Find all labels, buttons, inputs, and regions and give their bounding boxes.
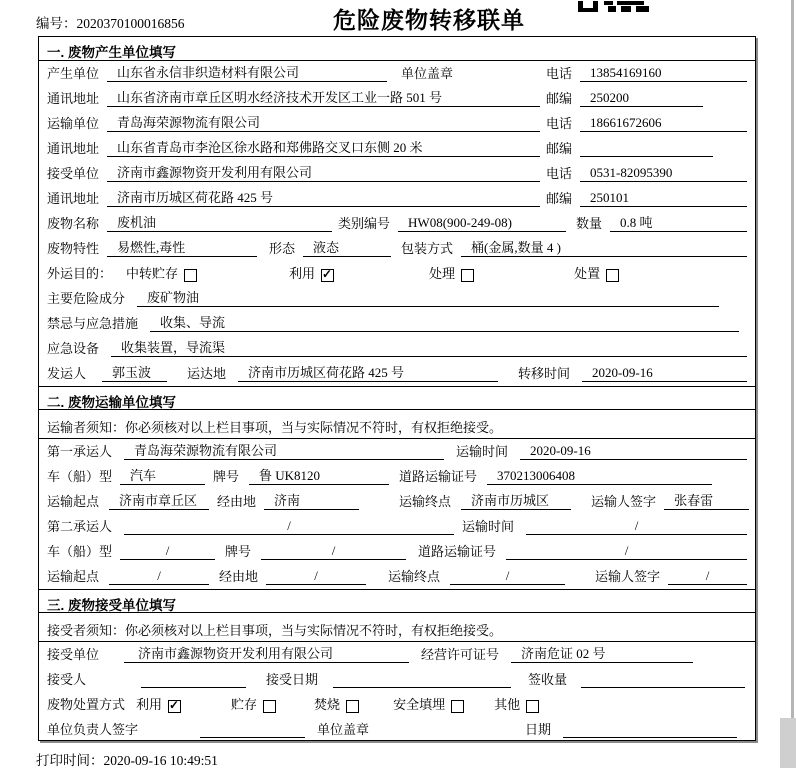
field-label: 电话 [546, 166, 573, 181]
row-receiver-address [39, 186, 755, 211]
field-value: 18661672606 [580, 115, 747, 132]
checkbox-landfill [451, 700, 464, 713]
field-value: / [261, 543, 406, 560]
field-value: 张春雷 [664, 493, 749, 510]
checkbox-incinerate [346, 700, 359, 713]
checkbox-dispose [606, 269, 619, 282]
field-label: 产生单位 [47, 66, 100, 81]
section1-header: 一. 废物产生单位填写 [39, 37, 755, 61]
field-value: 2020-09-16 [520, 443, 747, 460]
field-label: 运输终点 [399, 494, 452, 509]
field-value: 济南市章丘区 [109, 493, 209, 510]
field-label: 接受单位 [47, 166, 100, 181]
row-transport-address [39, 136, 755, 161]
field-label: 运输起点 [47, 569, 100, 584]
row-waste-name [39, 211, 755, 236]
field-label: 牌号 [213, 469, 240, 484]
window-corner-shade [780, 718, 796, 768]
field-label: 通讯地址 [47, 191, 100, 206]
field-label: 经营许可证号 [421, 647, 500, 662]
field-label: 运输时间 [462, 519, 515, 534]
field-value: 济南市鑫源物资开发利用有限公司 [107, 165, 540, 182]
row-responsible-signature [39, 717, 755, 742]
field-value: 山东省青岛市李沧区徐水路和郑佛路交叉口东侧 20 米 [107, 140, 540, 157]
field-label: 运输人签字 [591, 494, 657, 509]
field-label: 运输人签字 [595, 569, 661, 584]
field-value: 收集、导流 [150, 315, 739, 332]
field-label: 接受日期 [266, 672, 319, 687]
row-receiver-unit [39, 161, 755, 186]
field-value: 0531-82095390 [580, 165, 747, 182]
print-time-value: 2020-09-16 10:49:51 [103, 753, 218, 768]
checkbox-label: 中转贮存 [126, 266, 179, 281]
row-producer-address [39, 86, 755, 111]
field-value: 250101 [580, 190, 747, 207]
field-label: 运输时间 [456, 444, 509, 459]
section2-header: 二. 废物运输单位填写 [39, 386, 755, 410]
checkbox-label: 处置 [574, 266, 601, 281]
field-label: 车（船）型 [47, 544, 113, 559]
row-taboo-measures [39, 311, 755, 336]
checkbox-storage [263, 700, 276, 713]
field-label: 外运目的： [47, 266, 113, 281]
field-label: 单位负责人签字 [47, 722, 139, 737]
checkbox-transfer-storage [184, 269, 197, 282]
field-label: 运达地 [187, 366, 227, 381]
section3-header: 三. 废物接受单位填写 [39, 589, 755, 613]
field-value [581, 672, 745, 688]
field-value: 济南市历城区荷花路 425 号 [238, 365, 498, 382]
row-emergency-equipment [39, 336, 755, 361]
field-value: / [109, 568, 209, 585]
field-label: 签收量 [528, 672, 568, 687]
field-value: 易燃性,毒性 [107, 240, 257, 257]
checkbox-label: 焚烧 [314, 697, 341, 712]
row-accept-person [39, 667, 755, 692]
field-label: 经由地 [219, 569, 259, 584]
field-label: 牌号 [225, 544, 252, 559]
qr-code-fragment-icon [578, 0, 654, 18]
field-label: 邮编 [546, 141, 573, 156]
checkbox-label: 利用 [289, 266, 316, 281]
field-label: 发运人 [47, 366, 87, 381]
row-disposal-method [39, 692, 755, 717]
row-transport-route-1 [39, 489, 755, 514]
field-value [333, 672, 511, 688]
field-label: 电话 [546, 116, 573, 131]
checkbox-utilize-checked [168, 700, 181, 713]
field-label: 经由地 [217, 494, 257, 509]
serial-value: 2020370100016856 [76, 16, 185, 31]
field-value: 250200 [580, 90, 703, 107]
field-label: 接受单位 [47, 647, 100, 662]
field-value: 13854169160 [580, 65, 747, 82]
row-first-carrier [39, 439, 755, 464]
page-title: 危险废物转移联单 [333, 8, 525, 33]
field-value: / [668, 568, 747, 585]
field-value: / [266, 568, 366, 585]
field-label: 第一承运人 [47, 444, 113, 459]
field-value: 山东省永信非织造材料有限公司 [107, 65, 387, 82]
field-value: 废机油 [107, 215, 332, 232]
window-right-edge [791, 0, 794, 768]
checkbox-label: 贮存 [231, 697, 258, 712]
field-label: 类别编号 [338, 216, 391, 231]
field-value: 汽车 [120, 468, 205, 485]
field-value: 山东省济南市章丘区明水经济技术开发区工业一路 501 号 [107, 90, 540, 107]
row-main-hazard [39, 286, 755, 311]
serial-label: 编号： [36, 16, 77, 31]
field-value: 收集装置，导流渠 [111, 340, 747, 357]
field-value [563, 722, 737, 738]
field-value: 青岛海荣源物流有限公司 [124, 443, 444, 460]
checkbox-label: 其他 [494, 697, 521, 712]
row-second-carrier [39, 514, 755, 539]
field-value: 济南市历城区荷花路 425 号 [107, 190, 540, 207]
checkbox-label: 安全填埋 [393, 697, 446, 712]
field-value: 鲁 UK8120 [249, 468, 389, 485]
field-label: 邮编 [546, 191, 573, 206]
row-vehicle-type-2 [39, 539, 755, 564]
field-label: 运输单位 [47, 116, 100, 131]
print-time [36, 749, 218, 769]
field-value: 370213006408 [487, 468, 712, 485]
field-label: 废物特性 [47, 241, 100, 256]
field-value: / [124, 518, 454, 535]
field-label: 通讯地址 [47, 91, 100, 106]
checkbox-utilize-checked [321, 269, 334, 282]
field-label: 日期 [525, 722, 552, 737]
field-value: / [450, 568, 565, 585]
field-value: / [506, 543, 747, 560]
unit-seal-label: 单位盖章 [401, 66, 454, 81]
checkbox-other [526, 700, 539, 713]
field-value [200, 722, 305, 738]
row-transport-unit [39, 111, 755, 136]
field-value: 青岛海荣源物流有限公司 [107, 115, 540, 132]
field-value: 郭玉波 [102, 365, 167, 382]
field-label: 包装方式 [401, 241, 454, 256]
field-value: HW08(900-249-08) [398, 215, 566, 232]
field-label: 道路运输证号 [418, 544, 497, 559]
field-value: 济南市历城区 [461, 493, 571, 510]
field-label: 主要危险成分 [47, 291, 126, 306]
row-producer-unit [39, 61, 755, 86]
field-label: 运输起点 [47, 494, 100, 509]
field-value: 桶(金属,数量 4 ) [461, 240, 747, 257]
row-shipper [39, 361, 755, 386]
field-label: 运输终点 [388, 569, 441, 584]
field-label: 第二承运人 [47, 519, 113, 534]
checkbox-label: 处理 [429, 266, 456, 281]
field-value: / [120, 543, 215, 560]
print-time-label: 打印时间： [36, 753, 104, 768]
field-label: 废物名称 [47, 216, 100, 231]
field-value: 废矿物油 [137, 290, 719, 307]
unit-seal-label: 单位盖章 [317, 722, 370, 737]
field-label: 道路运输证号 [399, 469, 478, 484]
field-label: 数量 [576, 216, 603, 231]
field-label: 通讯地址 [47, 141, 100, 156]
row-vehicle-type-1 [39, 464, 755, 489]
field-value: 2020-09-16 [582, 365, 747, 382]
field-label: 废物处置方式 [47, 697, 126, 712]
field-label: 转移时间 [518, 366, 571, 381]
field-value [141, 672, 246, 688]
checkbox-treat [461, 269, 474, 282]
field-value: 0.8 吨 [610, 215, 747, 232]
checkbox-label: 利用 [136, 697, 163, 712]
row-waste-property [39, 236, 755, 261]
row-outbound-purpose [39, 261, 755, 286]
field-value: 济南市鑫源物资开发利用有限公司 [124, 646, 409, 663]
field-label: 邮编 [546, 91, 573, 106]
transfer-form [38, 36, 756, 741]
field-label: 形态 [269, 241, 296, 256]
field-value: 济南 [264, 493, 359, 510]
field-value: 济南危证 02 号 [511, 646, 693, 663]
row-accept-unit [39, 642, 755, 667]
row-transport-route-2 [39, 564, 755, 589]
field-value [580, 141, 713, 157]
serial-number [36, 12, 185, 32]
field-label: 禁忌与应急措施 [47, 316, 139, 331]
field-value: / [526, 518, 747, 535]
field-value: 液态 [303, 240, 391, 257]
field-label: 电话 [546, 66, 573, 81]
field-label: 车（船）型 [47, 469, 113, 484]
field-label: 应急设备 [47, 341, 100, 356]
transporter-notice: 运输者须知：你必须核对以上栏目事项，当与实际情况不符时，有权拒绝接受。 [39, 410, 755, 439]
receiver-notice: 接受者须知：你必须核对以上栏目事项，当与实际情况不符时，有权拒绝接受。 [39, 613, 755, 642]
field-label: 接受人 [47, 672, 87, 687]
